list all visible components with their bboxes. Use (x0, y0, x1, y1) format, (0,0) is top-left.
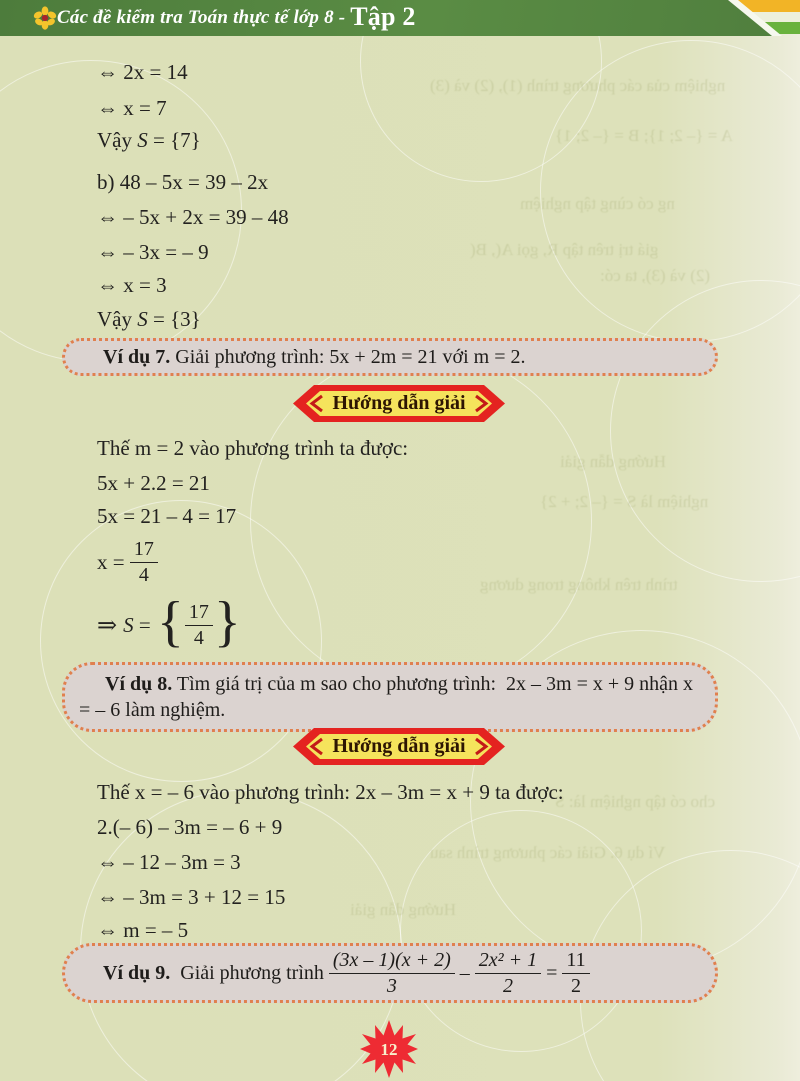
equation-line: b) 48 – 5x = 39 – 2x (97, 170, 269, 194)
fraction-denominator: 3 (329, 973, 455, 997)
book-volume: Tập 2 (350, 2, 416, 31)
equation-line: ⇔ x = 7 (97, 96, 167, 120)
result-text: = {7} (147, 128, 201, 152)
set-symbol: S (123, 612, 134, 637)
example-7-label: Ví dụ 7. (103, 346, 171, 368)
solution-line: Thế x = – 6 vào phương trình: 2x – 3m = x + 9 ta được: (97, 780, 564, 804)
example-8-statement: Tìm giá trị của m sao cho phương trình: 2x – 3m = x + 9 nhận x = – 6 làm nghiệm. (79, 673, 699, 721)
fraction-numerator: 17 (133, 537, 154, 560)
example-9-label: Ví dụ 9. (103, 961, 171, 984)
example-9-box (62, 943, 718, 1003)
bleed-through-text: Ví dụ 6. Giải các phương trình sau (430, 843, 666, 862)
book-title (57, 2, 416, 32)
example-9-statement: Giải phương trình (170, 961, 329, 984)
fraction-denominator: 2 (475, 973, 541, 997)
background-circle (540, 40, 800, 342)
solution-line: ⇔ – 3m = 3 + 12 = 15 (97, 885, 286, 909)
bleed-through-text: trình trên không trong dương (480, 575, 678, 594)
bleed-through-text: nghiệm là S = {– 2; + 2} (540, 492, 709, 511)
close-brace: } (213, 591, 241, 654)
equation-line: ⇔ x = 3 (97, 273, 167, 297)
bleed-through-text: ng có cùng tập nghiệm (520, 194, 675, 213)
equation-line: ⇔ – 5x + 2x = 39 – 48 (97, 205, 289, 229)
minus-sign: – (454, 961, 475, 984)
fraction-denominator: 4 (130, 562, 158, 586)
result-text: Vậy (97, 307, 138, 331)
fraction (329, 950, 455, 997)
result-text: = {3} (147, 307, 201, 331)
equation-line: ⇔ 2x = 14 (97, 60, 188, 84)
bleed-through-text: (2) và (3), ta có: (600, 266, 710, 285)
fraction-numerator: (3x – 1)(x + 2) (332, 948, 451, 971)
fraction-numerator: 17 (188, 600, 209, 623)
solution-line: ⇔ – 12 – 3m = 3 (97, 850, 241, 874)
background-circle (400, 810, 642, 1052)
bleed-through-text: cho có tập nghiệm là: S (555, 792, 716, 811)
solution-line: Thế m = 2 vào phương trình ta được: (97, 436, 409, 460)
fraction-numerator: 11 (566, 948, 586, 971)
solution-line: 2.(– 6) – 3m = – 6 + 9 (97, 815, 283, 839)
flower-icon (33, 6, 57, 35)
result-line (97, 128, 201, 153)
solution-fraction-line (97, 534, 158, 590)
banner-title: Hướng dẫn giải (332, 735, 466, 757)
fraction (475, 950, 541, 997)
banner-title: Hướng dẫn giải (332, 392, 466, 414)
flower-badge-icon (358, 1018, 420, 1080)
equals-sign: = (133, 612, 156, 637)
example-8-box (62, 662, 718, 732)
bleed-through-text: A = {– 2; 1}; B = {– 2; 1} (555, 126, 733, 145)
example-7-box (62, 338, 718, 376)
set-symbol: S (137, 307, 148, 331)
example-8-label: Ví dụ 8. (105, 673, 173, 695)
equation-line: ⇔ – 3x = – 9 (97, 240, 209, 264)
fraction (185, 602, 213, 649)
solution-line: 5x = 21 – 4 = 17 (97, 504, 237, 528)
result-line (97, 307, 201, 332)
set-symbol: S (137, 128, 148, 152)
solution-line: ⇔ m = – 5 (97, 918, 189, 942)
bleed-through-text: Hướng dẫn giải (350, 900, 457, 919)
fraction (562, 950, 589, 997)
equals-sign: = (541, 961, 563, 984)
open-brace: { (156, 591, 184, 654)
fraction-numerator: 2x² + 1 (478, 948, 538, 971)
bleed-through-text: giá trị trên tập R, gọi A(, B( (470, 240, 659, 259)
fraction (130, 539, 158, 586)
page-number-flower (358, 1018, 420, 1081)
fraction-denominator: 2 (562, 973, 589, 997)
book-title-text: Các đề kiểm tra Toán thực tế lớp 8 - (57, 7, 351, 28)
solution-line: 5x + 2.2 = 21 (97, 471, 210, 495)
equation-lhs: x = (97, 549, 130, 574)
bleed-through-text: nghiệm của các phương trình (1), (2) và (3) (430, 76, 726, 95)
solution-banner (293, 727, 505, 766)
implies-arrow: ⇒ (97, 612, 124, 639)
solution-banner (293, 384, 505, 423)
background-circle (610, 280, 800, 582)
result-text: Vậy (97, 128, 138, 152)
page-number: 12 (380, 1040, 398, 1059)
fraction-denominator: 4 (185, 625, 213, 649)
example-7-statement: Giải phương trình: 5x + 2m = 21 với m = 2. (170, 346, 526, 368)
solution-set-line (97, 591, 242, 656)
bleed-through-text: Hướng dẫn giải (560, 452, 667, 471)
